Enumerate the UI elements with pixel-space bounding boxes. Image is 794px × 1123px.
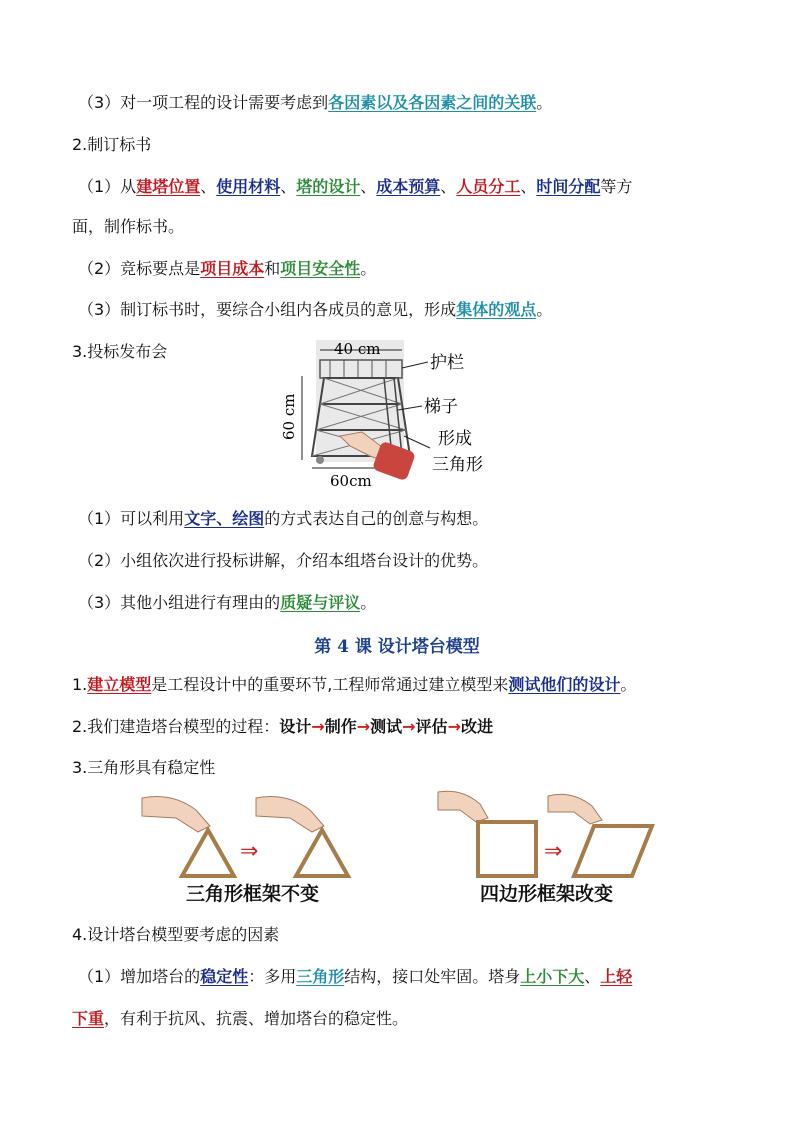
caption-quad: 四边形框架改变 [480, 883, 614, 905]
keyword: 质疑与评议 [280, 593, 361, 612]
keyword: 三角形 [296, 967, 345, 986]
keyword: 成本预算 [376, 177, 441, 196]
text-line: （1）增加塔台的稳定性：多用三角形结构，接口处牢固。塔身上小下大、上轻 [78, 967, 633, 986]
keyword: 建塔位置 [136, 177, 201, 196]
arrow-1: ⇒ [240, 839, 259, 864]
caption-triangle: 三角形框架不变 [186, 883, 320, 905]
keyword: 项目安全性 [280, 259, 361, 278]
text-line: （3）其他小组进行有理由的质疑与评议。 [78, 593, 377, 612]
keyword: 人员分工 [456, 177, 521, 196]
keyword: 使用材料 [216, 177, 281, 196]
label-form: 形成 [438, 429, 472, 449]
keyword: 文字、绘图 [184, 509, 265, 528]
keyword: 下重 [72, 1009, 105, 1028]
keyword: 上小下大 [520, 967, 585, 986]
keyword: 稳定性 [200, 967, 249, 986]
label-rail: 护栏 [430, 353, 464, 373]
keyword: 各因素以及各因素之间的关联 [328, 93, 537, 112]
arrow-2: ⇒ [544, 839, 563, 864]
keyword: 测试他们的设计 [508, 675, 621, 694]
text-line: 面，制作标书。 [72, 217, 185, 236]
dim-side: 60 cm [280, 393, 298, 440]
dim-top: 40 cm [334, 340, 381, 358]
tower-diagram [272, 336, 508, 496]
label-triangle: 三角形 [432, 455, 483, 475]
label-ladder: 梯子 [424, 397, 458, 417]
text-line: 2.我们建造塔台模型的过程：设计→制作→测试→评估→改进 [72, 717, 493, 736]
text-line: （1）从建塔位置、使用材料、塔的设计、成本预算、人员分工、时间分配等方 [78, 177, 633, 196]
text-line: 下重，有利于抗风、抗震、增加塔台的稳定性。 [72, 1009, 409, 1028]
section-title: 3.投标发布会 [72, 342, 168, 361]
keyword: 时间分配 [536, 177, 601, 196]
section-title: 3.三角形具有稳定性 [72, 758, 216, 777]
text-line: （2）竞标要点是项目成本和项目安全性。 [78, 259, 377, 278]
dim-bottom: 60cm [330, 472, 372, 490]
text-line: （3）对一项工程的设计需要考虑到各因素以及各因素之间的关联。 [78, 93, 553, 112]
keyword: 上轻 [600, 967, 633, 986]
lesson-heading: 第 4 课 设计塔台模型 [314, 637, 480, 657]
keyword: 建立模型 [87, 675, 152, 694]
section-title: 2.制订标书 [72, 135, 152, 154]
text-line: （3）制订标书时，要综合小组内各成员的意见，形成集体的观点。 [78, 300, 553, 319]
text-line: （2）小组依次进行投标讲解，介绍本组塔台设计的优势。 [78, 551, 489, 570]
text-line: 1.建立模型是工程设计中的重要环节,工程师常通过建立模型来测试他们的设计。 [72, 675, 637, 694]
keyword: 塔的设计 [296, 177, 361, 196]
section-title: 4.设计塔台模型要考虑的因素 [72, 925, 280, 944]
keyword: 项目成本 [200, 259, 265, 278]
keyword: 集体的观点 [456, 300, 537, 319]
text-line: （1）可以利用文字、绘图的方式表达自己的创意与构想。 [78, 509, 489, 528]
stability-diagram [136, 788, 676, 912]
